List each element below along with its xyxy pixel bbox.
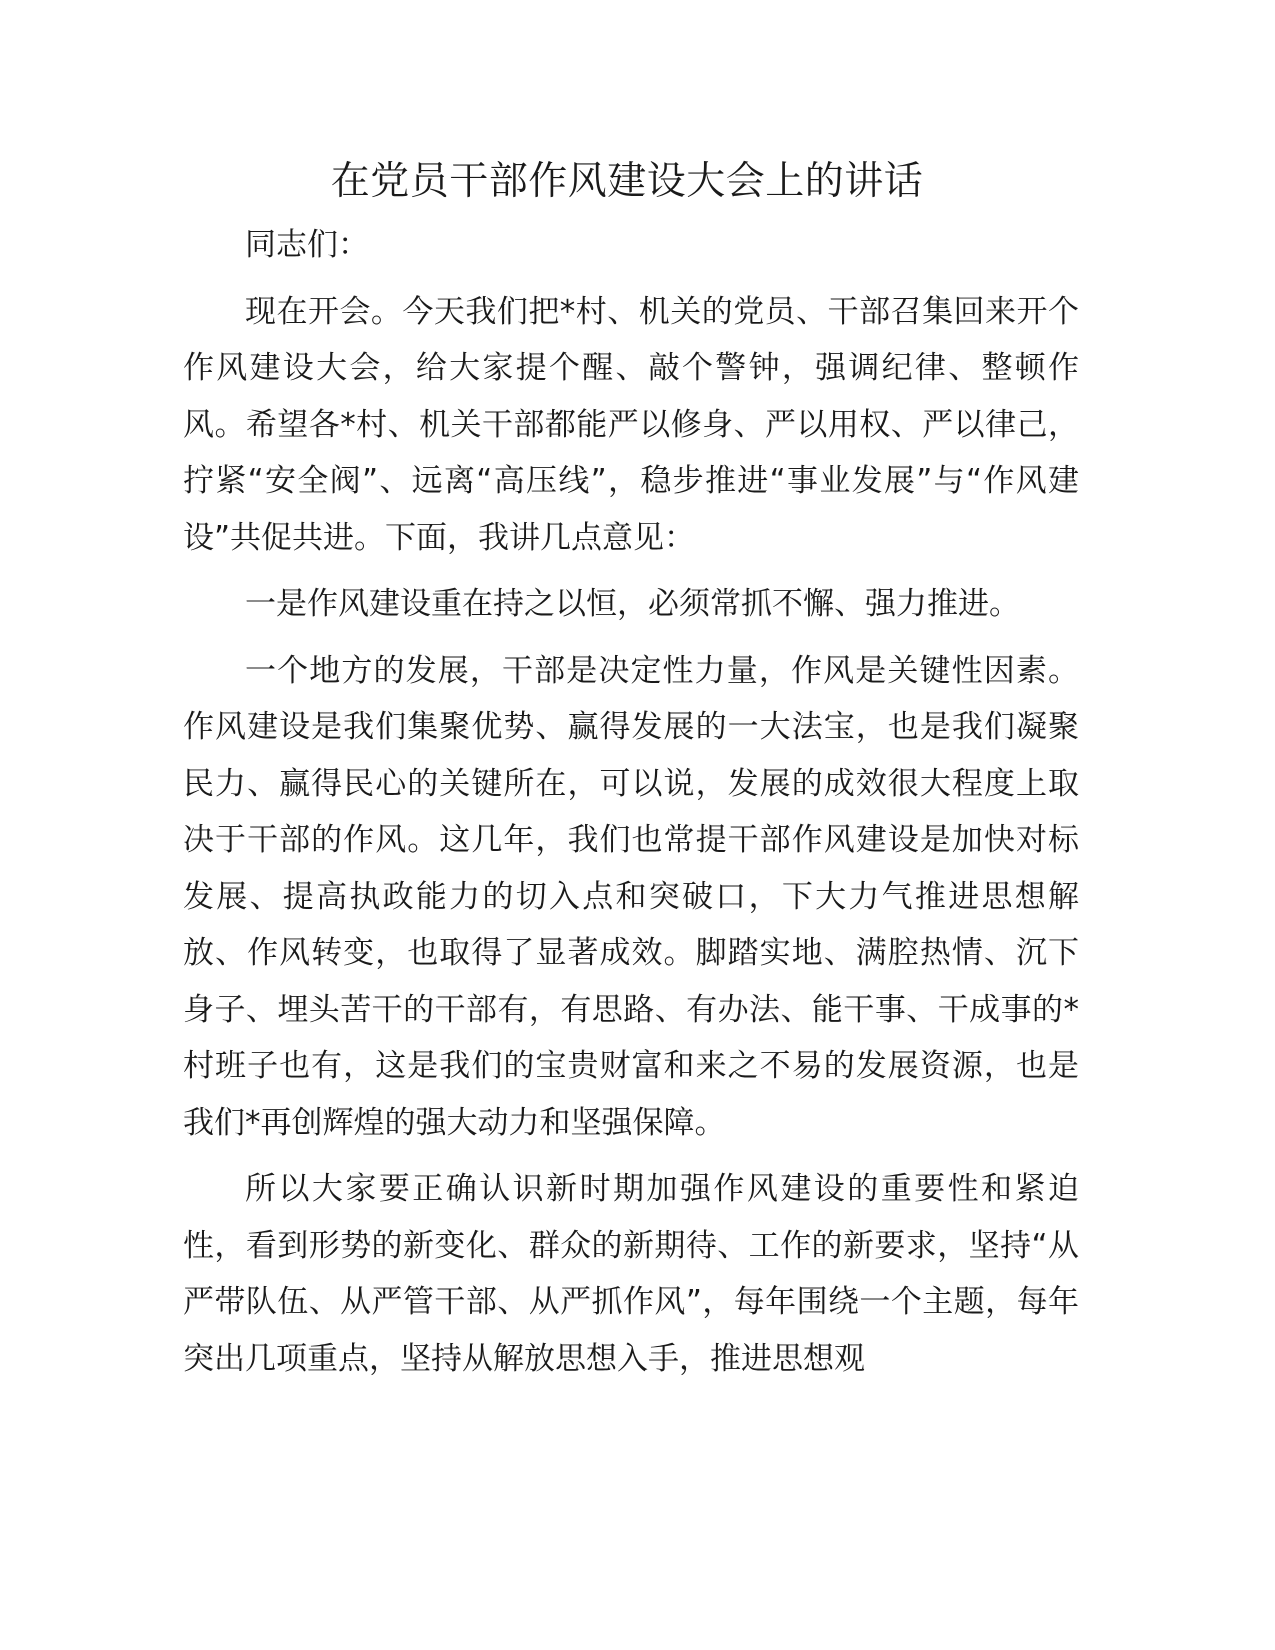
paragraph-opening: 现在开会。今天我们把*村、机关的党员、干部召集回来开个作风建设大会，给大家提个醒、敲个警钟，强调纪律、整顿作风。希望各*村、机关干部都能严以修身、严以用权、严以律己，拧紧“安全阀”、远离“高压线”，稳步推进“事业发展”与“作风建设”共促共进。下面，我讲几点意见： [183, 293, 1079, 556]
paragraph-body-1: 一个地方的发展，干部是决定性力量，作风是关键性因素。作风建设是我们集聚优势、赢得发展的一大法宝，也是我们凝聚民力、赢得民心的关键所在，可以说，发展的成效很大程度上取决于干部的作风。这几年，我们也常提干部作风建设是加快对标发展、提高执政能力的切入点和突破口，下大力气推进思想解放、作风转变，也取得了显著成效。脚踏实地、满腔热情、沉下身子、埋头苦干的干部有，有思路、有办法、能干事、干成事的*村班子也有，这是我们的宝贵财富和来之不易的发展资源，也是我们*再创辉煌的强大动力和坚强保障。 [183, 652, 1079, 1141]
greeting: 同志们： [245, 227, 369, 263]
document-title: 在党员干部作风建设大会上的讲话 [330, 159, 924, 204]
document-page [183, 150, 1079, 1387]
paragraph-body-2: 所以大家要正确认识新时期加强作风建设的重要性和紧迫性，看到形势的新变化、群众的新期待、工作的新要求，坚持“从严带队伍、从严管干部、从严抓作风”，每年围绕一个主题，每年突出几项重点，坚持从解放思想入手，推进思想观 [183, 1171, 1079, 1377]
paragraph-point-one: 一是作风建设重在持之以恒，必须常抓不懈、强力推进。 [245, 586, 1020, 622]
